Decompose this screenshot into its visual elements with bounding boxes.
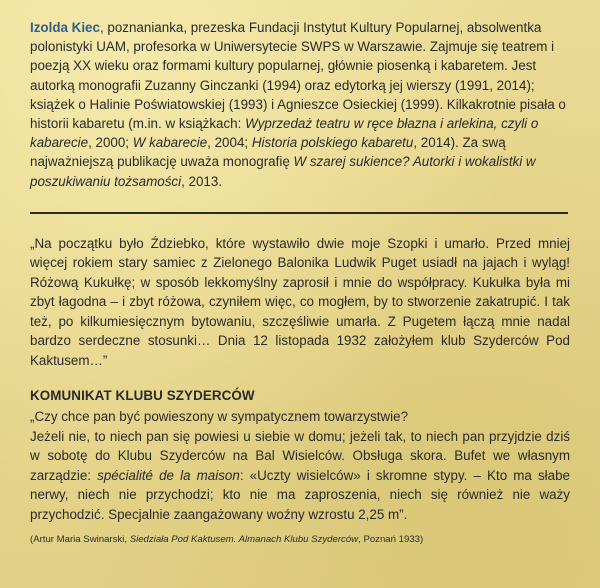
bio-title-4: W szarej sukience? Autorki i wokalistki w poszukiwaniu tożsamości <box>30 154 536 189</box>
author-name: Izolda Kiec <box>30 20 100 35</box>
citation-text-1: (Artur Maria Swinarski, <box>30 534 130 546</box>
bio-title-2: W kabarecie <box>132 135 208 151</box>
citation-text-2: , Poznań 1933) <box>358 534 424 546</box>
bio-text-4: , 2014). Za swą najważniejszą publikację uważa monografię <box>30 135 506 170</box>
bio-title-1: Wyprzedaż teatru w ręce błazna i arlekina, czyli o kabarecie <box>30 116 539 151</box>
communique-text-1: Jeżeli nie, to niech pan się powiesi u siebie w domu; jeżeli tak, to niech pan przyjdzie dziś w sobotę do Klubu Szyderców na Bal Wisielców. Obsługa skora. Bufet we własnym zarządzie: <box>30 428 570 483</box>
bio-text-1: , poznanianka, prezeska Fundacji Instytut Kultury Popularnej, absolwentka polonistyki UAM, profesorka w Uniwersytecie SWPS w Warszawie. Zajmuje się teatrem i poezją XX wieku oraz formami kultury popularnej, głównie piosenką i kabaretem. Jest autorką monografii Zuzanny Ginczanki (1994) oraz edytorką jej wierszy (1991, 2014); książek o Halinie Poświatowskiej (1993) i Agnieszce Osieckiej (1999). Kilkakrotnie pisała o historii kabaretu (m.in. w książkach: <box>30 20 566 132</box>
communique-title: KOMUNIKAT KLUBU SZYDERCÓW <box>30 388 255 404</box>
bio-text-3: , 2004; <box>207 135 252 151</box>
section-divider <box>30 212 568 214</box>
communique-italic: spécialité de la maison <box>97 467 240 483</box>
bio-text-2: , 2000; <box>88 135 133 151</box>
author-bio <box>30 18 570 191</box>
citation-title: Siedziała Pod Kaktusem. Almanach Klubu Szyderców <box>129 534 359 546</box>
communique-line-1: „Czy chce pan być powieszony w sympatycznem towarzystwie? <box>30 409 409 425</box>
puget-quote: „Na początku było Ździebko, które wystawiło dwie moje Szopki i umarło. Przed mniej więcej rokiem stary samiec z Zielonego Balonika Ludwik Puget usiadł na jajach i wyląg! Różową Kukułkę; w sposób lekkomyślny zaprosił i mnie do współpracy. Kukułka była mi zbyt łagodna – i zbyt różowa, czyniłem więc, co mogłem, by to stworzenie zakatrupić. I tak też, po kilkumiesięcznym bytowaniu, szczęśliwie umarła. Z Pugetem łączą mnie nadal bardzo serdeczne stosunki… Dnia 12 listopada 1932 założyłem klub Szyderców Pod Kaktusem…” <box>30 235 570 368</box>
communique-text <box>30 407 570 524</box>
bio-title-3: Historia polskiego kabaretu <box>251 135 414 151</box>
citation <box>30 534 570 545</box>
communique-text-2: : «Uczty wisielców» i skromne stypy. – Kto ma słabe nerwy, niech nie przychodzi; kto nie ma zaproszenia, niech się również nie waży przychodzić. Specjalnie zaangażowany woźny wzrostu 2,25 m”. <box>30 467 570 522</box>
bio-text-5: , 2013. <box>181 173 223 189</box>
